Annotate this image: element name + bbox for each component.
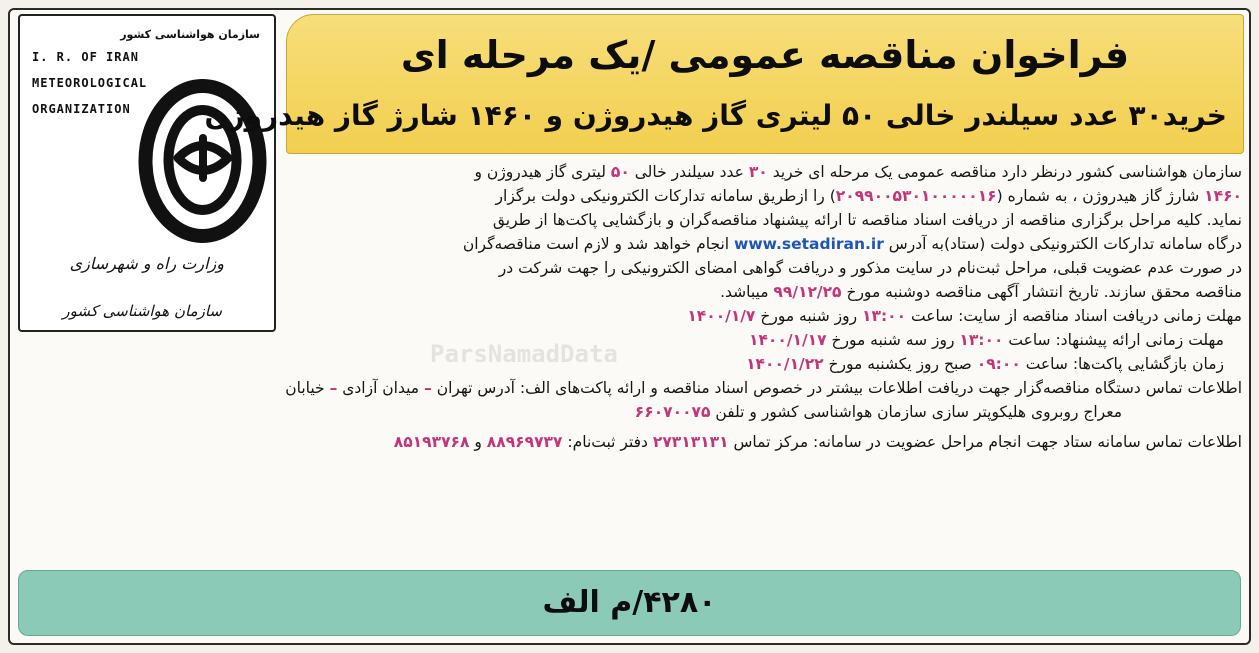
body-line-6	[30, 280, 1242, 304]
ad-reference-number: ۴۲۸۰/م الف	[542, 585, 717, 620]
watermark: ParsNamadData	[430, 340, 618, 368]
text: زمان بازگشایی پاکت‌ها: ساعت	[1020, 355, 1224, 373]
schedule-line-1	[30, 304, 1242, 328]
text: صبح روز یکشنبه مورخ	[823, 355, 977, 373]
setad-url-link[interactable]: www.setadiran.ir	[734, 235, 884, 253]
publish-date: ۹۹/۱۲/۲۵	[773, 283, 842, 301]
text: دفتر ثبت‌نام:	[562, 433, 653, 451]
body-line-1	[30, 160, 1242, 184]
text: انجام خواهد شد و لازم است مناقصه‌گران	[462, 235, 735, 253]
logo-en-line3: ORGANIZATION	[32, 102, 131, 116]
bid-deadline-date: ۱۴۰۰/۱/۱۷	[748, 331, 827, 349]
text: مناقصه محقق سازند. تاریخ انتشار آگهی مناقصه دوشنبه مورخ	[841, 283, 1242, 301]
text: خیابان	[285, 379, 330, 397]
text: مهلت زمانی ارائه پیشنهاد: ساعت	[1003, 331, 1224, 349]
text: شارژ گاز هیدروژن ، به شماره (	[996, 187, 1205, 205]
text: معراج روبروی هلیکوپتر سازی سازمان هواشناسی کشور و تلفن	[710, 403, 1122, 421]
charge-count: ۱۴۶۰	[1204, 187, 1242, 205]
text: ) را ازطریق سامانه تدارکات الکترونیکی دولت برگزار	[495, 187, 836, 205]
ministry-signature: وزارت راه و شهرسازی	[69, 254, 224, 273]
text: عدد سیلندر خالی	[629, 163, 749, 181]
registration-phone-1: ۸۸۹۶۹۷۳۷	[486, 433, 563, 451]
text: میباشد.	[720, 283, 774, 301]
opening-date: ۱۴۰۰/۱/۲۲	[746, 355, 824, 373]
contact-line-1	[30, 376, 1242, 400]
org-signature: سازمان هواشناسی کشور	[62, 302, 222, 320]
logo-en-line2: METEOROLOGICAL	[32, 76, 148, 90]
text: روز شنبه مورخ	[755, 307, 863, 325]
contact-line-3	[30, 430, 1242, 454]
opening-time: ۰۹:۰۰	[976, 355, 1021, 373]
tender-number: ۲۰۹۹۰۰۵۳۰۱۰۰۰۰۰۱۶	[835, 187, 997, 205]
logo-org-name: سازمان هواشناسی کشور	[120, 28, 260, 41]
ad-body	[30, 160, 1242, 454]
text: لیتری گاز هیدروژن و	[474, 163, 611, 181]
schedule-line-2	[30, 328, 1242, 352]
bid-deadline-time: ۱۳:۰۰	[959, 331, 1004, 349]
text: روز سه شنبه مورخ	[826, 331, 960, 349]
logo-en-line1: I. R. OF IRAN	[32, 50, 139, 64]
ad-subtitle: خرید۳۰ عدد سیلندر خالی ۵۰ لیتری گاز هیدروژن و ۱۴۶۰ شارژ گاز هیدروژن	[204, 99, 1227, 132]
header-banner	[204, 14, 1244, 154]
ad-title: فراخوان مناقصه عمومی /یک مرحله ای	[400, 33, 1130, 77]
doc-deadline-date: ۱۴۰۰/۱/۷	[687, 307, 756, 325]
text: اطلاعات تماس سامانه ستاد جهت انجام مراحل عضویت در سامانه: مرکز تماس	[728, 433, 1242, 451]
body-line-4	[30, 232, 1242, 256]
cylinder-volume: ۵۰	[610, 163, 630, 181]
registration-phone-2: ۸۵۱۹۳۷۶۸	[393, 433, 470, 451]
doc-deadline-time: ۱۳:۰۰	[862, 307, 907, 325]
cylinder-count: ۳۰	[748, 163, 768, 181]
schedule-line-3	[30, 352, 1242, 376]
text: اطلاعات تماس دستگاه مناقصه‌گزار جهت دریافت اطلاعات بیشتر در خصوص اسناد مناقصه و ارائه پاکت‌های الف: آدرس تهران	[431, 379, 1242, 397]
text: سازمان هواشناسی کشور درنظر دارد مناقصه عمومی یک مرحله ای خرید	[767, 163, 1242, 181]
text: میدان آزادی	[337, 379, 425, 397]
separator: –	[424, 379, 432, 397]
contact-line-2	[30, 400, 1242, 424]
text: و	[469, 433, 487, 451]
text: مهلت زمانی دریافت اسناد مناقصه از سایت: ساعت	[906, 307, 1242, 325]
separator: –	[329, 379, 338, 397]
body-line-5: در صورت عدم عضویت قبلی، مراحل ثبت‌نام در سایت مذکور و دریافت گواهی امضای الکترونیکی را جهت شرکت در	[498, 259, 1242, 277]
footer-band	[18, 570, 1241, 636]
call-center-phone: ۲۷۳۱۳۱۳۱	[652, 433, 729, 451]
text: درگاه سامانه تدارکات الکترونیکی دولت (ستاد)به آدرس	[883, 235, 1242, 253]
contact-phone: ۶۶۰۷۰۰۷۵	[634, 403, 711, 421]
body-line-3: نماید. کلیه مراحل برگزاری مناقصه از دریافت اسناد مناقصه تا ارائه پیشنهاد مناقصه‌گران و بازگشایی پاکت‌ها از طریق	[492, 211, 1242, 229]
body-line-2	[30, 184, 1242, 208]
